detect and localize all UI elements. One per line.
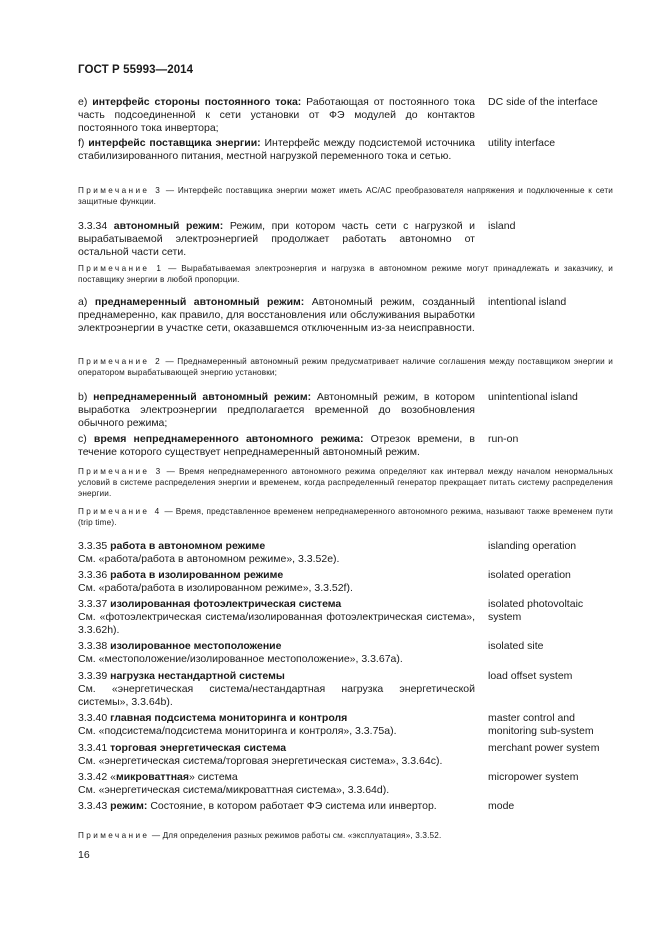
- definition-text: 3.3.38 изолированное местоположение См. «местоположение/изолированное местоположение», 3.3.67a).: [78, 640, 403, 666]
- english-term: merchant power system: [488, 742, 600, 754]
- english-term: isolated site: [488, 640, 544, 652]
- english-term: islanding operation: [488, 540, 577, 552]
- definition-text: e) интерфейс стороны постоянного тока: Работающая от постоянного тока часть подсоединенной к сети установки от ФЭ модулей до контактов постоянного тока инвертора;: [78, 96, 475, 135]
- document-header: ГОСТ Р 55993—2014: [78, 64, 194, 76]
- definition-text: 3.3.36 работа в изолированном режиме См. «работа/работа в изолированном режиме», 3.3.52f).: [78, 569, 353, 595]
- english-term: run-on: [488, 433, 519, 445]
- english-term: island: [488, 220, 516, 232]
- definition-text: 3.3.43 режим: Состояние, в котором работает ФЭ система или инвертор.: [78, 800, 437, 812]
- english-term: unintentional island: [488, 391, 578, 403]
- definition-text: 3.3.37 изолированная фотоэлектрическая система См. «фотоэлектрическая система/изолированная фотоэлектрическая система», 3.3.62h).: [78, 598, 475, 637]
- english-term: master control and monitoring sub-system: [488, 712, 594, 738]
- definition-text: a) преднамеренный автономный режим: Автономный режим, созданный преднамеренно, как правило, для восстановления или обслуживания выработки электроэнергии в участке сети, оказавшемся отключенным из-за неисправности.: [78, 296, 476, 335]
- english-term: DC side of the interface: [488, 96, 598, 108]
- english-term: utility interface: [488, 137, 556, 149]
- definition-text: f) интерфейс поставщика энергии: Интерфейс между подсистемой источника стабилизированного питания, местной нагрузкой переменного тока и сетью.: [78, 137, 475, 163]
- definition-text: c) время непреднамеренного автономного режима: Отрезок времени, в течение которого существует непреднамеренный автономный режим.: [78, 433, 475, 459]
- page-number: 16: [78, 849, 90, 861]
- english-term: mode: [488, 800, 515, 812]
- definition-text: 3.3.42 «микроваттная» система См. «энергетическая система/микроваттная система», 3.3.64d).: [78, 771, 390, 797]
- definition-text: 3.3.34 автономный режим: Режим, при котором часть сети с нагрузкой и вырабатываемой электроэнергией продолжает работать автономно от остальной части сети.: [78, 220, 476, 259]
- definition-text: 3.3.40 главная подсистема мониторинга и контроля См. «подсистема/подсистема мониторинга и контроля», 3.3.75a).: [78, 712, 397, 738]
- english-term: isolated photovoltaic system: [488, 598, 584, 624]
- english-term: load offset system: [488, 670, 573, 682]
- definition-text: 3.3.41 торговая энергетическая система См. «энергетическая система/торговая энергетическая система», 3.3.64c).: [78, 742, 443, 768]
- english-term: isolated operation: [488, 569, 571, 581]
- definition-text: 3.3.35 работа в автономном режиме См. «работа/работа в автономном режиме», 3.3.52e).: [78, 540, 340, 566]
- definition-text: b) непреднамеренный автономный режим: Автономный режим, в котором выработка электроэнергии предполагается временной до возобновления обычного режима;: [78, 391, 475, 430]
- english-term: intentional island: [488, 296, 567, 308]
- definition-text: 3.3.39 нагрузка нестандартной системы См. «энергетическая система/нестандартная нагрузка энергетической системы», 3.3.64b).: [78, 670, 475, 709]
- english-term: micropower system: [488, 771, 579, 783]
